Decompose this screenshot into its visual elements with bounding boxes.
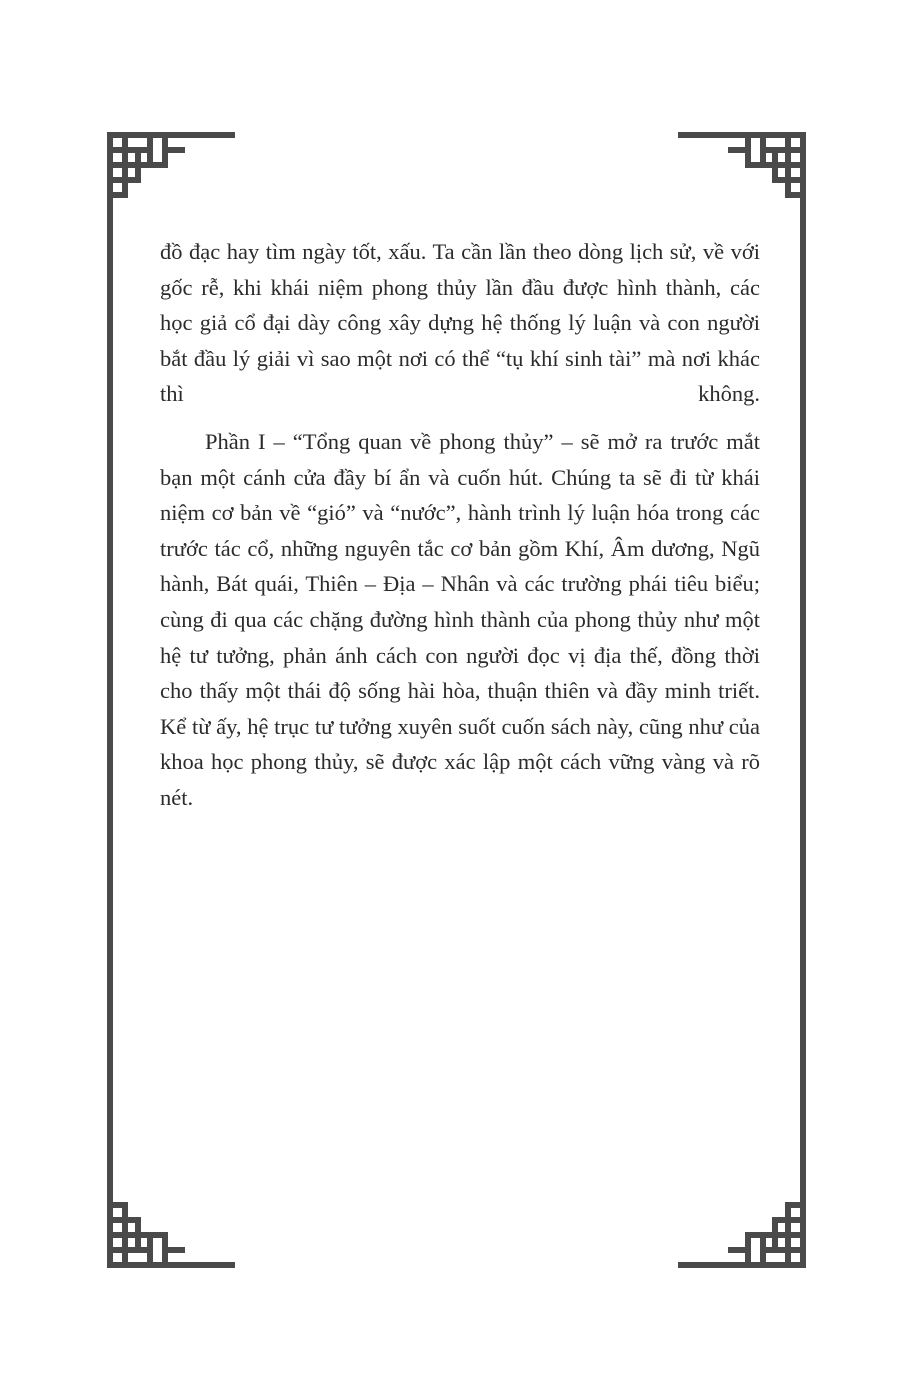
corner-ornament-bottom-right [681,1205,803,1265]
corner-ornament-bottom-left [110,1205,232,1265]
paragraph-part-one-intro: Phần I – “Tổng quan về phong thủy” – sẽ mở ra trước mắt bạn một cánh cửa đầy bí ẩn và cuốn hút. Chúng ta sẽ đi từ khái niệm cơ bản về “gió” và “nước”, hành trình lý luận hóa trong các trước tác cổ, những nguyên tắc cơ bản gồm Khí, Âm dương, Ngũ hành, Bát quái, Thiên – Địa – Nhân và các trường phái tiêu biểu; cùng đi qua các chặng đường hình thành của phong thủy như một hệ tư tưởng, phản ánh cách con người đọc vị địa thế, đồng thời cho thấy một thái độ sống hài hòa, thuận thiên và đầy minh triết. Kể từ ấy, hệ trục tư tưởng xuyên suốt cuốn sách này, cũng như của khoa học phong thủy, sẽ được xác lập một cách vững vàng và rõ nét. [160,428,760,810]
page-body-text [160,234,760,816]
corner-ornament-top-left [110,135,232,195]
paragraph-continuation: đồ đạc hay tìm ngày tốt, xấu. Ta cần lần theo dòng lịch sử, về với gốc rễ, khi khái niệm phong thủy lần đầu được hình thành, các học giả cổ đại dày công xây dựng hệ thống lý luận và con người bắt đầu lý giải vì sao một nơi có thể “tụ khí sinh tài” mà nơi khác thì không. [160,239,760,407]
corner-ornament-top-right [681,135,803,195]
